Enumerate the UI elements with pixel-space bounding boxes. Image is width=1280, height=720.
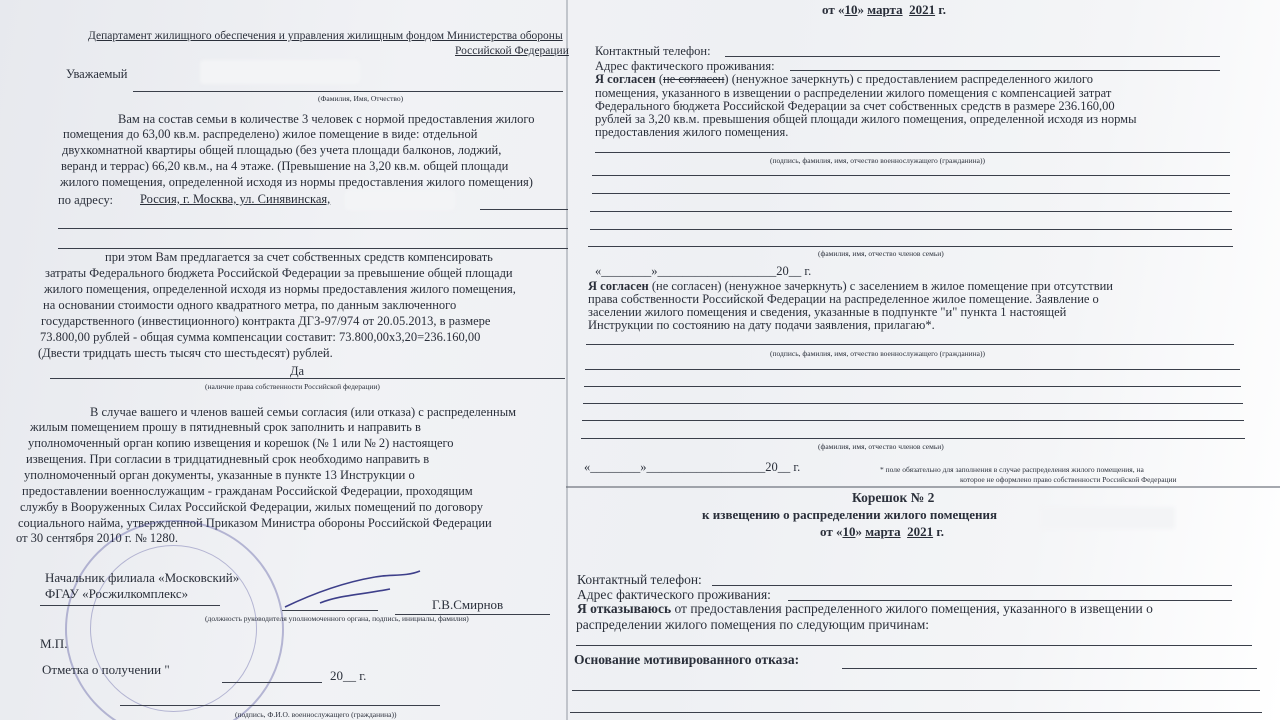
address-value: Россия, г. Москва, ул. Синявинская, <box>140 192 331 206</box>
stub-subtitle: к извещению о распределении жилого помещения <box>702 507 998 522</box>
para3-line-1: В случае вашего и членов вашей семьи согласия (или отказа) с распределенным <box>90 405 517 419</box>
para1-line-4: веранд и террас) 66,20 кв.м., на 4 этаже. (Превышение на 3,20 кв.м. общей площади <box>61 159 509 173</box>
para3-line-5: уполномоченный орган документы, указанные в пункте 13 Инструкции о <box>24 468 415 482</box>
department-line-1: Департамент жилищного обеспечения и управления жилищным фондом Министерства обороны <box>88 30 563 42</box>
signer-caption: (должность руководителя уполномоченного органа, подпись, инициалы, фамилия) <box>205 614 469 623</box>
signer-sign-line <box>282 610 378 611</box>
basis-line-1 <box>842 668 1257 669</box>
para2-line-3: жилого помещения, определенной исходя из нормы предоставления жилого помещения, <box>44 282 516 296</box>
para2-line-7: (Двести тридцать шесть тысяч сто шестьдесят) рублей. <box>38 346 333 360</box>
date-blank-2: «________»___________________20__ г. <box>584 460 801 474</box>
mp-label: М.П. <box>40 636 68 651</box>
cut-line <box>566 486 1280 488</box>
receipt-year: 20__ г. <box>330 668 367 683</box>
para2-line-5: государственного (инвестиционного) контракта ДГЗ-97/974 от 20.05.2013, в размере <box>41 314 491 328</box>
receipt-label: Отметка о получении " <box>42 662 170 677</box>
ownership-line <box>50 378 565 379</box>
address-line-3 <box>58 248 568 249</box>
department-line-2: Российской Федерации <box>455 45 569 57</box>
receipt-sign-line <box>120 705 440 706</box>
family-caption-2: (фамилия, имя, отчество членов семьи) <box>818 442 944 451</box>
basis-label: Основание мотивированного отказа: <box>574 652 800 667</box>
para3-line-9: от 30 сентября 2010 г. № 1280. <box>16 531 179 545</box>
para1-line-3: двухкомнатной квартиры общей площадью (без учета площади балконов, лоджий, <box>62 143 502 157</box>
refuse-line-1: Я отказываюсь от предоставления распределенного жилого помещения, указанного в извещении о <box>577 601 1153 616</box>
date-blank-1: «________»___________________20__ г. <box>595 264 812 278</box>
para2-line-6: 73.800,00 рублей - общая сумма компенсации составит: 73.800,00х3,20=236.160,00 <box>40 330 481 344</box>
para3-line-4: извещения. При согласии в тридцатидневный срок необходимо направить в <box>26 452 430 466</box>
sign-caption-2: (подпись, фамилия, имя, отчество военнослужащего (гражданина)) <box>770 349 986 358</box>
ownership-value: Да <box>290 364 305 378</box>
family2-line-4 <box>582 420 1244 421</box>
family2-line-2 <box>584 386 1241 387</box>
family2-line-1 <box>585 369 1240 370</box>
para3-line-8: социального найма, утвержденной Приказом Министра обороны Российской Федерации <box>18 516 492 530</box>
phone-line-stub <box>712 585 1232 586</box>
agree1-line-4: рублей за 3,20 кв.м. превышения общей площади жилого помещения, определенной исходя из нормы <box>595 112 1137 126</box>
footnote-line-2: которое не оформлено право собственности Российской Федерации <box>960 475 1177 484</box>
agree2-line-3: заселении жилого помещения и сведения, указанные в подпункте "и" пункта 1 настоящей <box>588 305 1067 319</box>
para3-line-6: предоставлении военнослужащим - гражданам Российской Федерации, проходящим <box>22 484 473 498</box>
redacted-address <box>345 190 455 210</box>
para3-line-7: службу в Вооруженных Силах Российской Федерации, жилых помещений по договору <box>20 500 484 514</box>
agree2-line-1: Я согласен (не согласен) (ненужное зачеркнуть) с заселением в жилое помещение при отсутствии <box>588 279 1113 293</box>
agree1-line-5: предоставления жилого помещения. <box>595 125 789 139</box>
sign-line-1 <box>595 152 1230 153</box>
family2-line-5 <box>581 438 1245 439</box>
agree2-line-2: права собственности Российской Федерации на распределенное жилое помещение. Заявление о <box>588 292 1099 306</box>
family2-line-3 <box>583 403 1243 404</box>
name-line <box>133 91 563 92</box>
agree2-line-4: Инструкции по состоянию на дату подачи заявления, прилагаю*. <box>588 318 935 332</box>
basis-line-3 <box>570 712 1262 713</box>
date-stub: от «10» марта 2021 г. <box>820 524 945 539</box>
basis-line-2 <box>572 690 1260 691</box>
agree1-line-2: помещения, указанного в извещении о распределении жилого помещения с компенсацией затрат <box>595 86 1112 100</box>
para1-line-2: помещения до 63,00 кв.м. распределено) жилое помещение в виде: отдельной <box>63 127 478 141</box>
family-line-5 <box>588 246 1233 247</box>
name-caption: (Фамилия, Имя, Отчество) <box>318 94 404 103</box>
para3-line-2: жилым помещением прошу в пятидневный срок заполнить и направить в <box>30 420 421 434</box>
agree1-line-1: Я согласен (не согласен) (ненужное зачеркнуть) с предоставлением распределенного жилого <box>595 72 1093 86</box>
greeting: Уважаемый <box>66 67 128 81</box>
signer-title-line <box>40 605 220 606</box>
family-line-1 <box>592 175 1230 176</box>
para1-line-5: жилого помещения, определенной исходя из нормы предоставления жилого помещения) <box>60 175 533 189</box>
stub-title: Корешок № 2 <box>852 490 935 505</box>
reason-line-1 <box>576 645 1252 646</box>
sign-line-2 <box>586 344 1234 345</box>
signature <box>280 565 430 615</box>
address-label: по адресу: <box>58 193 114 207</box>
signer-title-1: Начальник филиала «Московский» <box>45 570 240 585</box>
phone-line <box>725 56 1220 57</box>
refuse-line-2: распределении жилого помещения по следующим причинам: <box>576 617 930 632</box>
address-line-1 <box>480 209 568 210</box>
address-actual-line <box>790 70 1220 71</box>
para2-line-2: затраты Федерального бюджета Российской Федерации за превышение общей площади <box>45 266 513 280</box>
ownership-caption: (наличие права собственности Российской федерации) <box>205 382 380 391</box>
receipt-date-line <box>222 682 322 683</box>
para3-line-3: уполномоченный орган копию извещения и корешок (№ 1 или № 2) настоящего <box>28 436 454 450</box>
phone-label: Контактный телефон: <box>595 44 711 58</box>
page-fold <box>566 0 568 720</box>
para1-line-1: Вам на состав семьи в количестве 3 человек с нормой предоставления жилого <box>118 112 535 126</box>
agree1-line-3: Федерального бюджета Российской Федерации за счет собственных средств в размере 236.160,00 <box>595 99 1115 113</box>
para2-line-1: при этом Вам предлагается за счет собственных средств компенсировать <box>105 250 493 264</box>
receipt-caption: (подпись, Ф.И.О. военнослужащего (гражданина)) <box>235 710 397 719</box>
address-actual-label: Адрес фактического проживания: <box>595 59 775 73</box>
redacted-name <box>200 60 360 84</box>
address-label-stub: Адрес фактического проживания: <box>577 587 771 602</box>
family-line-2 <box>592 193 1230 194</box>
para2-line-4: на основании стоимости одного квадратного метра, по данным заключенного <box>43 298 457 312</box>
family-line-3 <box>590 211 1232 212</box>
signer-title-2: ФГАУ «Росжилкомплекс» <box>45 586 189 601</box>
address-line-2 <box>58 228 568 229</box>
sign-caption-1: (подпись, фамилия, имя, отчество военнослужащего (гражданина)) <box>770 156 986 165</box>
footnote-line-1: * поле обязательно для заполнения в случае распределения жилого помещения, на <box>880 465 1144 474</box>
redacted-stub-name <box>1040 507 1175 529</box>
signer-name: Г.В.Смирнов <box>432 597 504 612</box>
date-top: от «10» марта 2021 г. <box>822 2 947 17</box>
family-line-4 <box>590 229 1232 230</box>
family-caption-1: (фамилия, имя, отчество членов семьи) <box>818 249 944 258</box>
phone-label-stub: Контактный телефон: <box>577 572 702 587</box>
